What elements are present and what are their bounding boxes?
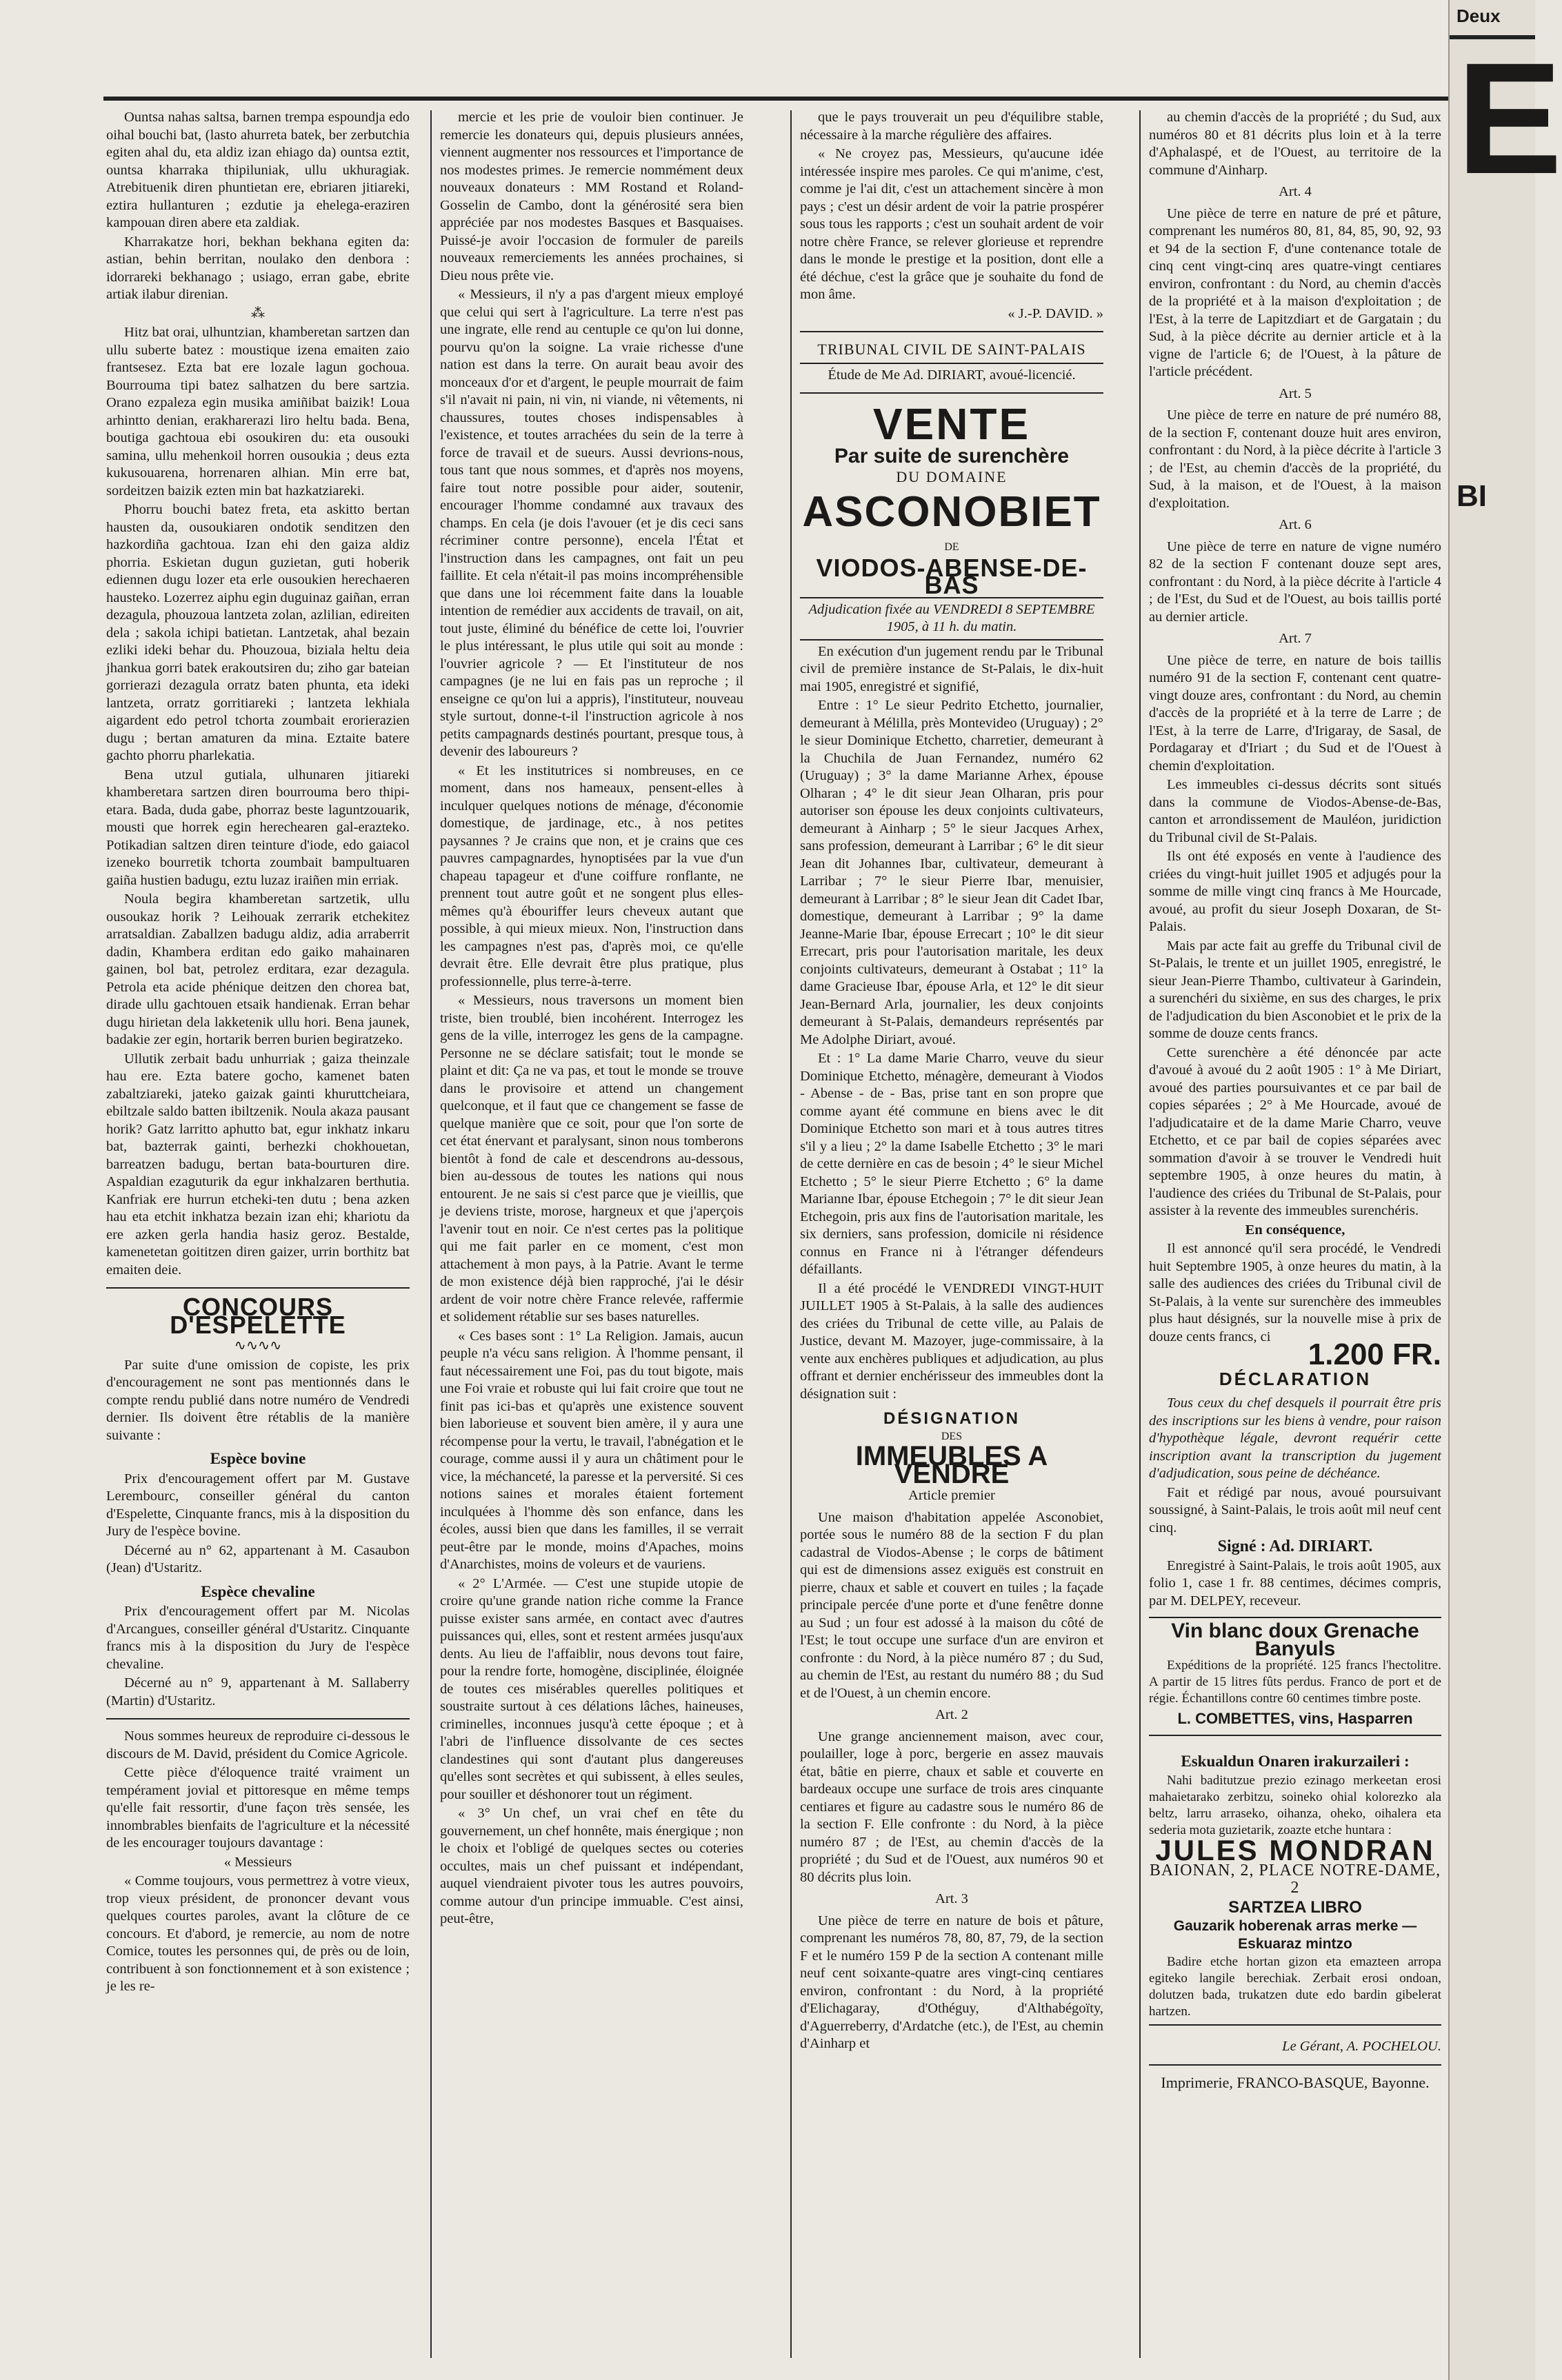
paragraph: Mais par acte fait au greffe du Tribunal civil de St-Palais, le trente et un juillet 1905, enregistré, le sieur Jean-Pierre Thambo, cultivateur à Garindein, a surenchéri du sixième, en sus des charges, le prix de l'adjudication du bien Asconobiet et le prix de la somme de douze cents francs. xyxy=(1149,938,1441,1041)
designation-title: DÉSIGNATION xyxy=(883,1409,1020,1429)
paragraph: Les immeubles ci-dessus décrits sont situés dans la commune de Viodos-Abense-de-Bas, canton et arrondissement de Mauléon, juridiction du Tribunal civil de St-Palais. xyxy=(1149,777,1441,845)
paragraph: « Ces bases sont : 1° La Religion. Jamais, aucun peuple n'a vécu sans religion. À l'homme pensant, il faut nécessairement une Foi, pas du tout bigote, mais une Foi vraie et robuste qui lui fait croire que tout ne finit pas ici-bas et qu'après une existence souvent bien laborieuse et souvent bien amère, il y aura une récompense pour la vertu, le travail, l'abnégation et le courage, comme aussi il y aura un châtiment pour le vice, la méchanceté, la paresse et la perversité. Si ces notions saines et morales étaient fortement inculquées à l'homme dès son enfance, dans les écoles, aussi bien que dans les familles, il se verrait peut-être par le monde, moins d'Apaches, moins d'Anarchistes, moins de voleurs et de vauriens. xyxy=(440,1328,743,1572)
paragraph: « 2° L'Armée. — C'est une stupide utopie de croire qu'une grande nation riche comme la France puisse exister sans armée, en contact avec d'autres puissances qui, elles, sont et restent armées jusqu'aux dents. Au lieu de l'affaiblir, nous devons tout faire, pour la rendre forte, homogène, disciplinée, éloignée de toutes ces misérables querelles politiques et soustraite surtout à ces délations lâches, haineuses, criminelles, inconnues jusqu'à cette époque ; et à l'abri de l'influence dissolvante de ces sectes clandestines qui sont d'autant plus dangereuses qu'elles sont secrètes et qui subissent, à elles seules, pour souiller et déshonorer tout un régiment. xyxy=(440,1575,743,1802)
paragraph: « 3° Un chef, un vrai chef en tête du gouvernement, un chef honnête, mais énergique ; non le choix et l'obligé de quelques sectes ou coteries occultes, mais un chef puissant et indépendant, auquel viendraient pivoter tous les autres pouvoirs, comme autour d'un principe immuable. C'est ainsi, peut-être, xyxy=(440,1806,743,1926)
paragraph: Ils ont été exposés en vente à l'audience des criées du vingt-huit juillet 1905 et adjugés pour la somme de mille vingt cinq francs à Me Hourcade, avoué, au profit du sieur Joseph Doxaran, de St-Palais. xyxy=(1149,849,1441,934)
paragraph: que le pays trouverait un peu d'équilibre stable, nécessaire à la marche régulière des affaires. xyxy=(800,110,1103,143)
paragraph: « Messieurs, il n'y a pas d'argent mieux employé que celui qui sert à l'agriculture. La terre n'est pas une ingrate, elle rend au centuple ce qu'on lui donne, pourvu qu'on la soigne. La vraie richesse d'une nation est dans la terre. On aurait beau avoir des monceaux d'or et d'argent, le peuple mourrait de faim s'il n'avait ni pain, ni vin, ni viande, ni vêtements, ni chaussures, toutes choses indispensables à l'existence, et toutes arrachées du sein de la terre à force de travail et de sueurs. Aussi devrions-nous, tous tant que nous sommes, et d'après nos moyens, faire tout notre possible pour aider, soutenir, encourager l'homme condamné aux travaux des champs. En cela (je dois l'avouer (et je dis ceci sans récriminer contre personne), encela l'État et l'instruction dans les campagnes, ont fait un peu faillite. Et cela n'était-il pas moins incompréhensible que dans une loi récemment faite dans la louable intention de remédier aux accidents de travail, on ait, tout juste, éliminé du bénéfice de cette loi, l'ouvrier le plus intéressant, le plus utile qui soit au monde : l'ouvrier agricole ? — Et l'instituteur de nos campagnes (je ne lui en fais pas un reproche ; il enseigne ce qu'on lui a appris), l'instituteur, nouveau style surtout, donne-t-il l'instruction agricole à nos petits campagnards destinés pourtant, presque tous, à devenir des laboureurs ? xyxy=(440,287,743,759)
paragraph: au chemin d'accès de la propriété ; du Sud, aux numéros 80 et 81 décrits plus loin et à la terre d'Aphalaspé, et de l'Ouest, au territoire de la commune d'Ainharp. xyxy=(1149,110,1441,178)
top-rule xyxy=(103,97,1455,101)
section-rule xyxy=(106,1287,410,1289)
mondran-address: BAIONAN, 2, PLACE NOTRE-DAME, 2 xyxy=(1149,1861,1441,1897)
paragraph: Il est annoncé qu'il sera procédé, le Vendredi huit Septembre 1905, à onze heures du matin, à la salle des audiences des criées du Tribunal civil de St-Palais, à la vente sur surenchère des immeubles plus haut désignés, sur la nouvelle mise à prix de douze cents francs, ci xyxy=(1149,1241,1441,1344)
paragraph: mercie et les prie de vouloir bien continuer. Je remercie les donateurs qui, depuis plusieurs années, viennent augmenter nos ressources et l'importance de nos modestes primes. Je remercie nommément deux nouveaux donateurs : MM Rostand et Roland-Gosselin de Cambo, dont la générosité sera bien appréciée par nos modestes Basques et Basquaises. Puissé-je avoir l'occasion de formuler de pareils nouveaux remerciements les années prochaines, si Dieu nous prête vie. xyxy=(440,110,743,283)
paragraph: Hitz bat orai, ulhuntzian, khamberetan sartzen dan ullu suberte batez : moustique izena emaiten zaio frantsesez. Ezta bat ere lozale lagun gochoua. Bourrouma tipi batez salhatzen du bere sartzia. Orano ezpaleza egin musika amiñibat baizik! Loua arhintto denian, erakharerazi liro heltu bada. Bena, boutiga gachtoua ebi osoukiren du: eta ousouki samina, ullu mehenkoil horren ousoukia ; deus ezta kukusouarena, horrenaren alhian. Min erre bat, sordeitzen baizik ezten min bat hazkatziareki. xyxy=(106,325,410,498)
paragraph: Une pièce de terre, en nature de bois taillis numéro 91 de la section F, contenant cent quatre-vingt douze ares, confrontant : du Nord, au chemin d'accès de la propriété et à la terre de Larre ; de l'Est, à la terre de Larre, d'Irigaray, de Sasal, de Pordagaray et d'Iriart ; du Sud et de l'Ouest à chemin d'exploitation. xyxy=(1149,652,1441,774)
adjacent-big-letter: E xyxy=(1456,30,1562,207)
imprimerie: Imprimerie, FRANCO-BASQUE, Bayonne. xyxy=(1161,2073,1430,2091)
wine-ad-text: Expéditions de la propriété. 125 francs l'hectolitre. A partir de 15 litres fûts perdus. Franco de port et de régie. Échantillons contre 60 centimes timbre poste. xyxy=(1149,1658,1441,1706)
mondran-ad-text: Nahi baditutzue prezio ezinago merkeetan erosi mahaietarako zerbitzu, soineko ohial kolorezko ala beltz, larru arraseko, oihanza, oheko, oihalera eta sederia mota guzietarik, zoazte etche huntara : xyxy=(1149,1773,1441,1837)
column-1 xyxy=(106,109,410,1996)
de-label: DE xyxy=(944,541,959,554)
adjacent-page-strip xyxy=(1448,0,1562,2380)
paragraph: Fait et rédigé par nous, avoué poursuivant soussigné, à Saint-Palais, le trois août mil neuf cent cinq. xyxy=(1149,1484,1441,1535)
signature: Signé : Ad. DIRIART. xyxy=(1217,1537,1373,1555)
adjudication-date: Adjudication fixée au VENDREDI 8 SEPTEMBRE 1905, à 11 h. du matin. xyxy=(808,601,1095,635)
gerant: Le Gérant, A. POCHELOU. xyxy=(1282,2039,1441,2054)
section-rule xyxy=(800,639,1103,641)
section-rule xyxy=(800,331,1103,332)
paragraph: Cette surenchère a été dénoncée par acte d'avoué à avoué du 2 août 1905 : 1° à Me Diriart, avoué des parties poursuivantes et ce par bail de copies séparées ; 2° à Me Hourcade, avoué de l'adjudicataire et de la dame Marie Charro, veuve Etchetto, et ce par bail de copies séparées avec sommation d'avoir à se trouver le Vendredi huit septembre 1905, à onze heures du matin, à l'audience des criées du Tribunal de St-Palais, pour assister à la revente des immeubles surenchéris. xyxy=(1149,1045,1441,1218)
paragraph: Et : 1° La dame Marie Charro, veuve du sieur Dominique Etchetto, ménagère, demeurant à Viodos - Abense - de - Bas, prise tant en son propre que comme ayant été commune en biens avec le dit Dominique Etchetto son mari et à tous autres titres s'il y a lieu ; 2° la dame Isabelle Etchetto ; 3° le mari de cette dernière en cas de besoin ; 4° le sieur Michel Etchetto ; 5° le sieur Pierre Etchetto ; 6° la dame Marianne Ibar, épouse Etchegoin ; 7° le dit sieur Jean Etchegoin, pris aux fins de l'autorisation maritale, les six derniers, sans profession, domicile ni résidence connus en France ni à l'étranger défendeurs défaillants. xyxy=(800,1051,1103,1278)
column-2 xyxy=(440,109,743,1928)
des-label: DES xyxy=(941,1430,963,1442)
signature: « J.-P. DAVID. » xyxy=(1008,305,1103,321)
consequence: En conséquence, xyxy=(1245,1222,1345,1238)
paragraph: « Et les institutrices si nombreuses, en ce moment, dans nos hameaux, pensent-elles à inculquer quelques notions de ménage, d'économie domestique, de jardinage, etc., à nos petites paysannes ? Je crains que non, et je crains que ces pauvres campagnardes, hynoptisées par la vue d'un chapeau tapageur et d'une coiffure ronflante, ne prennent tout autre goût et ne songent plus elles-mêmes qu'à ébouriffer leurs cheveux autant que possible, à qui mieux mieux. Non, l'instruction dans les campagnes n'est pas, d'après moi, ce qu'elle devrait être. Elle devrait être plus pratique, plus professionnelle, plus terre-à-terre. xyxy=(440,763,743,989)
sartzea-libro: SARTZEA LIBRO xyxy=(1228,1897,1362,1917)
article-heading: Art. 5 xyxy=(1279,385,1312,401)
paragraph: « Messieurs xyxy=(223,1854,292,1870)
concours-title: CONCOURS D'ESPELETTE xyxy=(170,1293,346,1339)
paragraph: Prix d'encouragement offert par M. Nicolas d'Arcangues, conseiller général d'Ustaritz. Cinquante francs mis à la disposition du Jury de l'espèce chevaline. xyxy=(106,1604,410,1672)
price: 1.200 FR. xyxy=(1308,1338,1441,1371)
paragraph: Ullutik zerbait badu unhurriak ; gaiza theinzale hau ere. Ezta batere gocho, kamenet baten zabaltziareki, jateko gaizak gainti khuruttcheiara, ebiltzale saldo batten ibiltzenik. Noula akaza pausant horik? Gatz larritto aphutto bat, egur inkhatz inkaru bat, bazterrak gainti, berhezki chokhouetan, barreatzen badugu, bertan bata-bourturen dire. Aspaldian ezaguturik da egur inkhalzaren berthutia. Kanfriak ere hurrun etcheki-ten dutu ; bena azken hau eta etchit inkhatza bezain izan ehi; khariotu da ere azken gerla handia hasiz geroz. Bestalde, kamenetetan goititzen diren gaizer, urrin borthitz bat emaiten deie. xyxy=(106,1051,410,1278)
paragraph: Il a été procédé le VENDREDI VINGT-HUIT JUILLET 1905 à St-Palais, à la salle des audiences des criées du Tribunal de cette ville, au Palais de Justice, devant M. Mazoyer, juge-commissaire, à la vente aux enchères publiques et adjudication, au plus offrant et dernier enchérisseur des immeubles dont la désignation suit : xyxy=(800,1280,1103,1402)
article-heading: Art. 7 xyxy=(1279,631,1312,646)
immeubles-title: IMMEUBLES A VENDRE xyxy=(855,1441,1048,1489)
viodos-title: VIODOS-ABENSE-DE-BAS xyxy=(816,553,1088,600)
paragraph: Enregistré à Saint-Palais, le trois août 1905, aux folio 1, case 1 fr. 88 centimes, décimes compris, par M. DELPEY, receveur. xyxy=(1149,1557,1441,1608)
paragraph: Prix d'encouragement offert par M. Gustave Lerembourc, conseiller général du canton d'Espelette, Cinquante francs, mis à la disposition du Jury de l'espèce bovine. xyxy=(106,1471,410,1539)
paragraph: Phorru bouchi batez freta, eta askitto bertan hausten da, ousoukiaren ondotik senditzen den hazkordiña gachtoua. Izan ehi den gaiza aldiz phorria. Eskietan dugun guzietan, guti hoberik ediennen dugu lozer eta erle ousoukien herechaeren hausteko. Lozerrez aiphu egin duguinaz gaiñan, erran dezagula, phouzoua lantzeta zolan, azlilian, edireiten dela ; sakola ichipi batietan. Lantzetak, ahal bezain ezliki ideki behar du. Phouzoua, biziala heltu deia jhankua gorri batek erakoutsiren du; ziho gar bateian gorrierazi dezagula orratz baten phunta, eta ideki lantzeta, orratz gorritiareki ; lantzeta lekhiala aigardent edo petrol tchorta zoumbait erorierazien dugu ; bertan amaturen da mina. Eztaite batere gachto phorru pharlekatia. xyxy=(106,502,410,763)
section-rule xyxy=(1149,2064,1441,2066)
paragraph: « Messieurs, nous traversons un moment bien triste, bien troublé, bien incohérent. Interrogez les gens de la ville, interrogez les gens de la campagne. Personne ne se déclare satisfait; tout le monde se plaint et dit: Ça ne va pas, et tout le monde se trouve dans le provisoire et attend un changement quelconque, et il faut que ce changement se fasse de quelque manière que ce soit, pour que l'on sorte de cet état énervant et paralysant, sinon nous tomberons bientôt à fond de cale et descendrons au-dessous, bien au-dessous de toutes les nations qui nous entourent. Je ne sais si c'est parce que je vieillis, que je deviens triste, morose, hargneux et que j'aperçois l'avenir tout en noir. Ce n'est certes pas la politique qui me fait parler en ce moment, c'est mon attachement à mon pays, à la Patrie. Avant le terme de mon existence déjà bien rapproché, j'ai le désir ardent de voir notre chère France relevée, raffermie et solidement rétablie sur ses bases naturelles. xyxy=(440,993,743,1324)
bovine-title: Espèce bovine xyxy=(210,1450,306,1467)
paragraph: Décerné au n° 9, appartenant à M. Sallaberry (Martin) d'Ustaritz. xyxy=(106,1675,410,1708)
separator: ⁂ xyxy=(250,305,266,321)
wine-ad-title: Vin blanc doux Grenache Banyuls xyxy=(1171,1620,1419,1660)
column-3 xyxy=(800,109,1103,2053)
article-heading: Article premier xyxy=(908,1488,995,1504)
adjacent-side-letters: BI xyxy=(1456,479,1487,513)
paragraph: Ountsa nahas saltsa, barnen trempa espoundja edo oihal bouchi bat, (lasto ahurreta batek, ber zerbutchia egiten ahal du, eta aldiz izan ehiago da) ountsa eztit, ountsa kharraka thipiluniak, ullu ukhuragiak. Atrebituenik diren phuntietan ere, ebriaren jitiareki, eztira hullanturen ; ezdutie ja ehelega-eraziren kampouan diren abere eta zaldiak. xyxy=(106,110,410,230)
etude: Étude de Me Ad. DIRIART, avoué-licencié. xyxy=(828,367,1076,383)
column-rule xyxy=(430,110,432,2358)
paragraph: « Ne croyez pas, Messieurs, qu'aucune idée intéressée inspire mes paroles. Ce qui m'anime, c'est, comme je l'ai dit, c'est un attachement sincère à mon pays ; c'est un désir ardent de voir la patrie prospérer sous tous les rapports ; c'est un souhait ardent de voir notre chère France, se relever glorieuse et reprendre dans le monde le prestige et la position, dont elle a été déchue, c'est la grâce que je souhaite du fond de mon âme. xyxy=(800,146,1103,302)
paragraph: Noula begira khamberetan sartzetik, ullu ousoukaz horik ? Leihouak zerrarik etchekitez arratsaldian. Zaballzen badugu aldiz, adia arraberrit dadin, Khambera erditan edo gaiko mahainaren gainen, bol bat, petrolez erditara, ezar dezagula. Petrola eta acide phénique deitzen den chorea bat, dirade ullu gachtouen etsaik handienak. Erran behar dugu hirietan dela lakketenik ullu hori. Bena jaunek, badakie zer egin, hortarik berren burien begiratzeko. xyxy=(106,891,410,1047)
paragraph: « Comme toujours, vous permettrez à votre vieux, trop vieux président, de prononcer devant vous quelques courtes paroles, avant la clôture de ce concours. Et d'abord, je remercie, au nom de notre Comice, toutes les personnes qui, de près ou de loin, contribuent à son fonctionnement et à son existence ; je les re- xyxy=(106,1873,410,1994)
tribunal-header: TRIBUNAL CIVIL DE SAINT-PALAIS xyxy=(817,341,1086,358)
declaration-title: DÉCLARATION xyxy=(1219,1368,1372,1389)
paragraph: Une maison d'habitation appelée Asconobiet, portée sous le numéro 88 de la section F du plan cadastral de Viodos-Abense ; le corps de bâtiment qui est de dimensions assez exiguës est construit en pierre, chaux et sable et couvert en tuiles ; la façade principale percée d'une porte et d'une fenêtre donne au Sud ; un four est adossé à la maison du côté de l'Est; le tout occupe une surface d'un are environ et confronte : du Nord, à la pièce numéro 87 ; du Sud, au chemin de l'Est, au restant du numéro 88 ; du Sud et de l'Ouest, à un chemin encore. xyxy=(800,1509,1103,1701)
asconobiet-title: ASCONOBIET xyxy=(802,488,1101,536)
wine-ad xyxy=(1149,1617,1441,1736)
paragraph: Cette pièce d'éloquence traité vraiment un tempérament jovial et pittoresque en même temps qu'elle fait ressortir, d'une façon très sensée, les innombrables bienfaits de l'agriculture et la nécessité de les encourager toujours davantage : xyxy=(106,1765,410,1850)
paragraph: Une pièce de terre en nature de vigne numéro 82 de la section F contenant douze sept ares, confrontant : du Nord, à la pièce décrite à l'article 4 ; de l'Est, du Sud et de l'Ouest, au bois taillis porté au dernier article. xyxy=(1149,538,1441,625)
column-rule xyxy=(1139,110,1141,2358)
mondran-ad-heading: Eskualdun Onaren irakurzaileri : xyxy=(1181,1752,1410,1770)
mondran-ad-footer: Badire etche hortan gizon eta emazteen arropa egiteko langile berechiak. Zerbait erosi ondoan, dolutzen bada, trukatzen dute edo bardin gibelerat hartzen. xyxy=(1149,1955,1441,2019)
article-heading: Art. 2 xyxy=(935,1707,968,1723)
paragraph: Kharrakatze hori, bekhan bekhana egiten da: astian, behin berritan, noulako den denbora : idorrareki bekhanago ; usiago, erran gabe, ebrite artiak ilabur direnian. xyxy=(106,234,410,302)
paragraph: Entre : 1° Le sieur Pedrito Etchetto, journalier, demeurant à Mélilla, près Montevideo (Uruguay) ; 2° le sieur Dominique Etchetto, charretier, demeurant à la Chuchila de Juan Fernandez, numéro 62 (Uruguay) ; 3° la dame Marianne Arhex, épouse Olharan ; 4° le dit sieur Jean Olharan, pris pour autoriser son épouse les deux conjoints cultivateurs, demeurant à Ainharp ; 5° le sieur Jacques Arhex, sans profession, demeurant à Larribar ; 6° le dit sieur Jean dit Johannes Ibar, cultivateur, demeurant à Larribar ; 7° le sieur Pierre Ibar, menuisier, demeurant à Larribar ; 8° le sieur Jean dit Cadet Ibar, domestique, demeurant à Larribar ; 9° la dame Jeanne-Marie Ibar, épouse Errecart ; 10° le dit sieur Errecart, pris pour l'autorisation maritale, les deux conjoints cultivateurs, demeurant à Ostabat ; 11° la dame Gracieuse Ibar, épouse Arla, et 12° le dit sieur Jean-Bernard Arla, journalier, les deux conjoints demeurant à St-Palais, demandeurs représentés par Me Adolphe Diriart, avoué. xyxy=(800,698,1103,1047)
paragraph: Bena utzul gutiala, ulhunaren jitiareki khamberetara sartzen diren bourrouma bero thipi-etara. Bada, duda gabe, phorraz beste laguntzouarik, mousti que horrek egin herechearen gal-erazteko. Potikadian saltzen diren teinture d'iode, edo gaiacol izeneko bourretik tchorta zoumbait bampultuaren gaiña hustien badugu, eztu luzaz iraiñen min erriak. xyxy=(106,767,410,888)
paragraph: Nous sommes heureux de reproduire ci-dessous le discours de M. David, président du Comice Agricole. xyxy=(106,1728,410,1762)
paragraph: En exécution d'un jugement rendu par le Tribunal civil de première instance de St-Palais, le dix-huit mai 1905, enregistré et signifié, xyxy=(800,643,1103,694)
surenchere-subtitle: Par suite de surenchère xyxy=(834,445,1070,467)
mondran-slogan: Gauzarik hoberenak arras merke — Eskuaraz mintzo xyxy=(1173,1918,1417,1952)
mondran-ad xyxy=(1149,1743,1441,2026)
article-heading: Art. 4 xyxy=(1279,184,1312,199)
section-rule xyxy=(800,392,1103,394)
wave-divider: ∿∿∿∿ xyxy=(234,1338,282,1353)
paragraph: Une pièce de terre en nature de pré numéro 88, de la section F, contenant douze huit ares environ, confrontant : du Nord, à la pièce décrite à l'article 3 ; de l'Est, au chemin d'accès de la propriété, du Sud, à la maison, et de l'Ouest, à la maison d'exploitation. xyxy=(1149,407,1441,511)
column-rule xyxy=(790,110,792,2358)
vente-title: VENTE xyxy=(872,399,1031,449)
column-4 xyxy=(1149,109,1441,2091)
paragraph: Décerné au n° 62, appartenant à M. Casaubon (Jean) d'Ustaritz. xyxy=(106,1542,410,1575)
section-rule xyxy=(800,363,1103,364)
jules-mondran: JULES MONDRAN xyxy=(1155,1834,1435,1866)
paragraph: Par suite d'une omission de copiste, les prix d'encouragement ne sont pas mentionnés dans le compte rendu publié dans notre numéro de Vendredi dernier. Ils doivent être rétablis de la manière suivante : xyxy=(106,1357,410,1443)
domaine-label: DU DOMAINE xyxy=(896,467,1008,485)
article-heading: Art. 6 xyxy=(1279,517,1312,532)
wine-ad-signature: L. COMBETTES, vins, Hasparren xyxy=(1177,1710,1413,1727)
paragraph: Une pièce de terre en nature de pré et pâture, comprenant les numéros 80, 81, 84, 85, 90, 92, 93 et 94 de la section F, d'une contenance totale de cinq cent vingt-cinq ares quatre-vingt centiares environ, confrontant : du Nord, au chemin d'accès de la propriété et à la maison d'exploitation ; de l'Est, à la terre de Lapitzdiart et de Gargatain ; du Sud, à la pièce décrite au dernier article et à la vigne de l'article 6; de l'Ouest, à la pâture de l'article précédent. xyxy=(1149,205,1441,379)
adjacent-page-header: Deux xyxy=(1456,6,1501,26)
chevaline-title: Espèce chevaline xyxy=(201,1582,315,1600)
section-rule xyxy=(106,1718,410,1720)
paragraph: Une grange anciennement maison, avec cour, poulailler, loge à porc, bergerie en assez mauvais état, bâtie en pierre, chaux et sable et couverte en bardeaux occupe une surface de trois ares cinquante centiares et figure au cadastre sous le numéro 86 de la section F. Elle confronte : du Nord, à la pièce numéro 87 ; de l'Est, au chemin d'accès de la propriété ; du Sud et de l'Ouest, aux numéros 90 et 80 décrits plus loin. xyxy=(800,1728,1103,1885)
article-heading: Art. 3 xyxy=(935,1891,968,1907)
paragraph: Une pièce de terre en nature de bois et pâture, comprenant les numéros 78, 80, 87, 79, de la section F et le numéro 159 P de la section A contenant mille neuf cent soixante-quatre ares vingt-cinq centiares environ, confrontant : du Nord, à la propriété d'Elichagaray, d'Othéguy, d'Althabégoïty, d'Aguerreberry, d'Ardatche (etc.), de l'Est, au chemin d'Ainharp et xyxy=(800,1913,1103,2052)
paragraph: Tous ceux du chef desquels il pourrait être pris des inscriptions sur les biens à vendre, pour raison d'hypothèque légale, devront requérir cette inscription avant la transcription du jugement d'adjudication, sous peine de déchéance. xyxy=(1149,1395,1441,1481)
